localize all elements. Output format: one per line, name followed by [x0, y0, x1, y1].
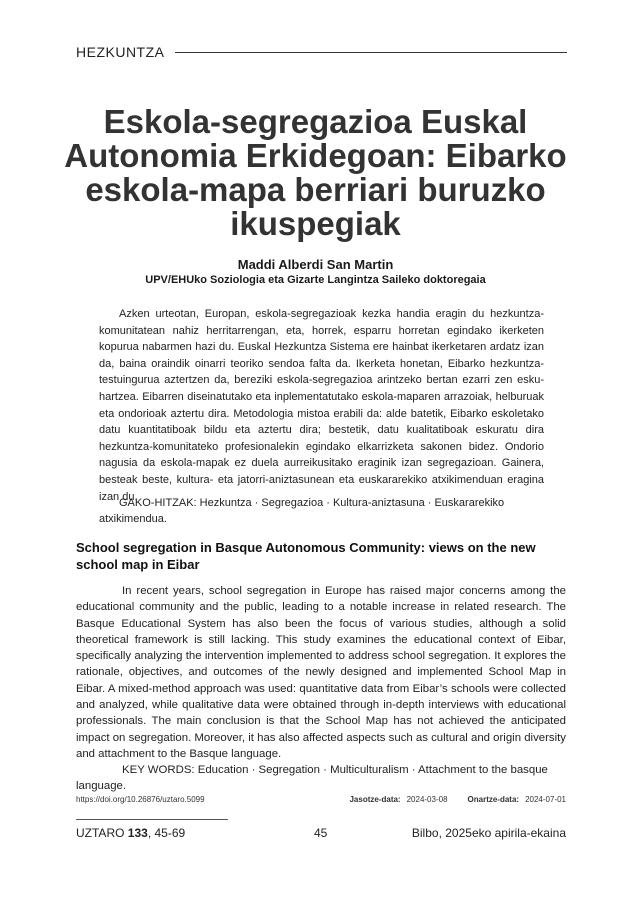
article-metadata — [76, 795, 566, 804]
journal-citation — [76, 826, 185, 840]
article-title: Eskola-segregazioa Euskal Autonomia Erkidegoan: Eibarko eskola-mapa berriari buruzko ikuspegiak — [64, 103, 567, 242]
journal-name: UZTARO — [76, 826, 125, 840]
page-number: 45 — [314, 826, 328, 840]
author-name: Maddi Alberdi San Martin — [237, 257, 394, 272]
section-label: HEZKUNTZA — [76, 44, 165, 60]
abstract-english: In recent years, school segregation in Europe has raised major concerns among the educational community and the public, leading to a notable increase in related research. The Basque Educational System has also been the focus of various studies, although a solid theoretical framework is still lacking. This study examines the educational context of Eibar, specifically analyzing the intervention implemented to address school segregation. It explores the rationale, objectives, and outcomes of the newly designed and implemented School Map in Eibar. A mixed-method approach was used: quantitative data from Eibar’s schools were collected and analyzed, while qualitative data were obtained through in-depth interviews with educational professionals. The main conclusion is that the School Map has not achieved the anticipated impact on segregation. Moreover, it has also affected aspects such as cultural and origin diversity and attachment to the Basque language. — [76, 585, 566, 760]
english-title: School segregation in Basque Autonomous Community: views on the new school map in Eibar — [76, 540, 536, 572]
received-date-block — [349, 795, 447, 804]
received-label: Jasotze-data: — [349, 795, 401, 804]
accepted-label: Onartze-data: — [467, 795, 520, 804]
section-divider — [175, 52, 568, 53]
accepted-date-block — [468, 795, 566, 804]
keywords-english: KEY WORDS: Education · Segregation · Multiculturalism · Attachment to the basque language. — [76, 764, 548, 792]
footer-divider — [76, 819, 228, 820]
section-header — [76, 44, 567, 60]
abstract-basque: Azken urteotan, Europan, eskola-segregazioak kezka handia eragin du hezkuntza-komunitatean nahiz herritarrengan, eta, horrek, esparru horretan egindako ikerketen kopurua nabarmen hazi du. Euskal Hezkuntza Sistema ere hainbat ikerketaren ardatz izan da, baina oraindik oinarri teoriko sendoa falta da. Ikerketa honetan, Eibarko hezkuntza-testuingurua aztertzen da, bereziki eskola-segregazioa arintzeko bertan ezarri zen esku-hartzea. Eibarren diseinatutako eta inplementatutako eskola-maparen arrazoiak, helburuak eta ondorioak aztertu dira. Metodologia mistoa erabili da: alde batetik, Eibarko eskoletako datu kuantitatiboak bildu eta aztertu dira; bestetik, datu kualitatiboak eskuratu dira hezkuntza-komunitateko profesionalekin egindako elkarrizketa sakonen bidez. Ondorio nagusia da eskola-mapak ez duela aurreikusitako eraginik izan segregazioan. Gainera, besteak beste, kultura- eta jatorri-aniztasunean eta euskararekiko atxikimenduan eragina izan du. — [99, 308, 544, 503]
page-footer — [76, 826, 566, 840]
doi-link[interactable]: https://doi.org/10.26876/uztaro.5099 — [76, 795, 205, 804]
publication-place-date: Bilbo, 2025eko apirila-ekaina — [411, 826, 566, 840]
journal-pages: , 45-69 — [147, 826, 186, 840]
author-affiliation: UPV/EHUko Soziologia eta Gizarte Langintza Saileko doktoregaia — [145, 274, 486, 286]
received-date: 2024-03-08 — [406, 795, 448, 804]
journal-issue: 133 — [127, 826, 148, 840]
keywords-basque: GAKO-HITZAK: Hezkuntza · Segregazioa · Kultura-aniztasuna · Euskararekiko atxikimendua. — [99, 497, 505, 525]
accepted-date: 2024-07-01 — [525, 795, 566, 804]
